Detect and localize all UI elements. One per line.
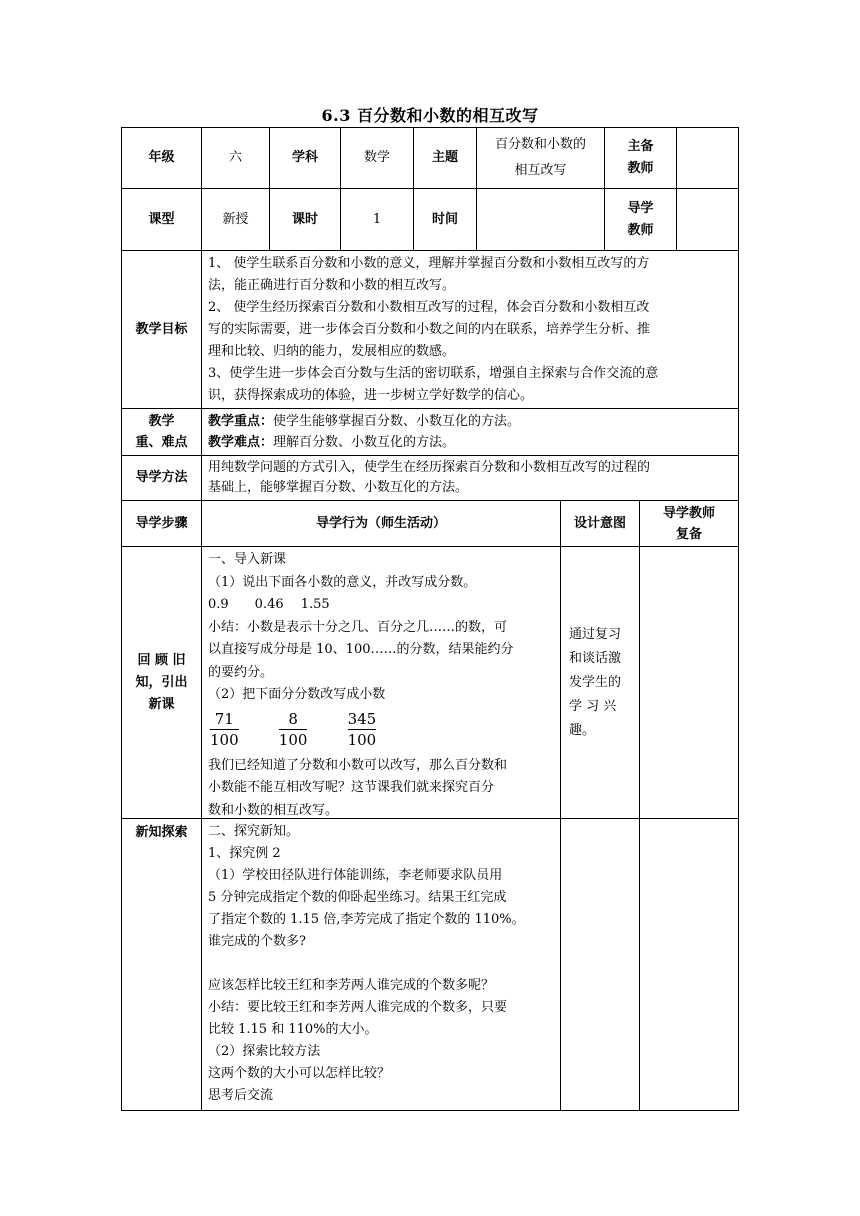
explore-line: 了指定个数的 1.15 倍,李芳完成了指定个数的 110%。: [208, 912, 525, 927]
explore-line: [208, 953, 554, 975]
review-line: （1）说出下面各小数的意义，并改写成分数。: [208, 574, 477, 590]
explore-line: 1、探究例 2: [208, 846, 281, 861]
intent-line: 学 习 兴: [569, 699, 617, 714]
goals-line: 写的实际需要，进一步体会百分数和小数之间的内在联系，培养学生分析、推: [208, 322, 651, 337]
intent-line: 趣。: [569, 723, 596, 738]
goals-line: 3、使学生进一步体会百分数与生活的密切联系，增强自主探索与合作交流的意: [208, 366, 659, 381]
steps-col-header: 导学步骤: [135, 515, 188, 531]
review-activity: [202, 547, 560, 818]
explore-line: 小结：要比较王红和李芳两人谁完成的个数多，只要: [208, 1000, 508, 1015]
intent-line: 通过复习: [569, 627, 622, 642]
key-points-label-2: 重、难点: [135, 435, 188, 450]
topic-value-line-1: 百分数和小数的: [494, 137, 586, 152]
grade-value: 六: [228, 150, 242, 165]
explore-line: 5 分钟完成指定个数的仰卧起坐练习。结果王红完成: [208, 890, 507, 905]
explore-activity: [202, 819, 560, 1110]
main-teacher-label-1: 主备: [627, 139, 654, 154]
teacher-review-header-2: 复备: [675, 526, 702, 542]
method-line: 基础上，能够掌握百分数、小数互化的方法。: [208, 480, 469, 495]
method-label: 导学方法: [135, 470, 188, 485]
goals-line: 识，获得探索成功的体验，进一步树立学好数学的信心。: [208, 388, 534, 403]
review-line: 小结：小数是表示十分之几、百分之几……的数，可: [208, 619, 508, 635]
type-label: 课型: [148, 211, 175, 227]
fraction: $\frac{345}{100}$: [347, 709, 377, 749]
review-label-2: 知，引出: [135, 674, 188, 690]
review-line: 我们已经知道了分数和小数可以改写，那么百分数和: [208, 757, 508, 773]
explore-label: 新知探索: [135, 825, 188, 840]
key-point-label: 教学重点：: [208, 414, 274, 429]
grade-label: 年级: [148, 150, 175, 165]
page-title: 6.3 百分数和小数的相互改写: [321, 106, 539, 125]
intent-line: 和谈话激: [569, 651, 622, 666]
method-text: [202, 456, 738, 500]
key-points-text: [202, 409, 738, 455]
review-line: 以直接写成分母是 10、100……的分数，结果能约分: [208, 642, 514, 657]
review-line: 0.9 0.46 1.55: [208, 597, 330, 612]
explore-line: 二、探究新知。: [208, 824, 300, 839]
explore-line: （2）探索比较方法: [208, 1044, 321, 1059]
difficult-point-text: 理解百分数、小数互化的方法。: [273, 435, 456, 450]
goals-label: 教学目标: [135, 321, 188, 337]
fractions-row: [210, 709, 554, 753]
explore-line: 谁完成的个数多?: [208, 934, 306, 949]
main-teacher-label-2: 教师: [627, 161, 654, 176]
goals-line: 法，能正确进行百分数和小数的相互改写。: [208, 278, 456, 293]
key-points-label: [122, 409, 201, 455]
explore-line: 思考后交流: [208, 1088, 274, 1103]
guide-teacher-label: [605, 189, 676, 250]
activity-col-header: 导学行为（师生活动）: [315, 515, 446, 531]
key-points-label-1: 教学: [148, 414, 175, 429]
topic-value-line-2: 相互改写: [514, 163, 567, 178]
topic-value: [477, 128, 604, 188]
review-line: 一、导入新课: [208, 552, 287, 567]
explore-line: （1）学校田径队进行体能训练，李老师要求队员用: [208, 868, 503, 883]
fraction: $\frac{8}{100}$: [278, 709, 308, 749]
period-label: 课时: [291, 211, 318, 227]
type-value: 新授: [222, 211, 249, 227]
explore-line: 应该怎样比较王红和李芳两人谁完成的个数多呢？: [208, 978, 495, 993]
explore-line: 比较 1.15 和 110%的大小。: [208, 1022, 378, 1037]
review-intent: [561, 547, 639, 818]
period-value: 1: [372, 211, 382, 227]
review-line: （2）把下面分分数改写成小数: [208, 687, 386, 702]
goals-line: 2、 使学生经历探索百分数和小数相互改写的过程，体会百分数和小数相互改: [208, 300, 650, 315]
intent-line: 发学生的: [569, 675, 622, 690]
teacher-review-header-1: 导学教师: [662, 505, 715, 521]
goals-line: 1、 使学生联系百分数和小数的意义，理解并掌握百分数和小数相互改写的方: [208, 256, 650, 271]
intent-col-header: 设计意图: [573, 515, 626, 531]
review-line: 的要约分。: [208, 664, 274, 680]
review-label-1: 回 顾 旧: [137, 652, 186, 668]
guide-teacher-label-2: 教师: [627, 222, 654, 238]
guide-teacher-label-1: 导学: [627, 200, 654, 216]
review-label-3: 新课: [148, 696, 175, 712]
difficult-point-label: 教学难点：: [208, 435, 274, 450]
goals-text: [202, 251, 738, 408]
main-teacher-label: [605, 128, 676, 188]
time-label: 时间: [431, 211, 458, 227]
review-label: [122, 547, 201, 818]
topic-label: 主题: [431, 150, 458, 165]
goals-line: 理和比较、归纳的能力，发展相应的数感。: [208, 344, 456, 359]
subject-label: 学科: [291, 150, 318, 165]
fraction: $\frac{71}{100}$: [210, 709, 239, 749]
explore-line: 这两个数的大小可以怎样比较？: [208, 1066, 391, 1081]
review-line: 数和小数的相互改写。: [208, 802, 339, 818]
teacher-review-col-header: [640, 501, 738, 546]
method-line: 用纯数学问题的方式引入，使学生在经历探索百分数和小数相互改写的过程的: [208, 460, 651, 475]
key-point-text: 使学生能够掌握百分数、小数互化的方法。: [273, 414, 521, 429]
review-line: 小数能不能互相改写呢？这节课我们就来探究百分: [208, 780, 495, 795]
subject-value: 数学: [363, 150, 390, 165]
